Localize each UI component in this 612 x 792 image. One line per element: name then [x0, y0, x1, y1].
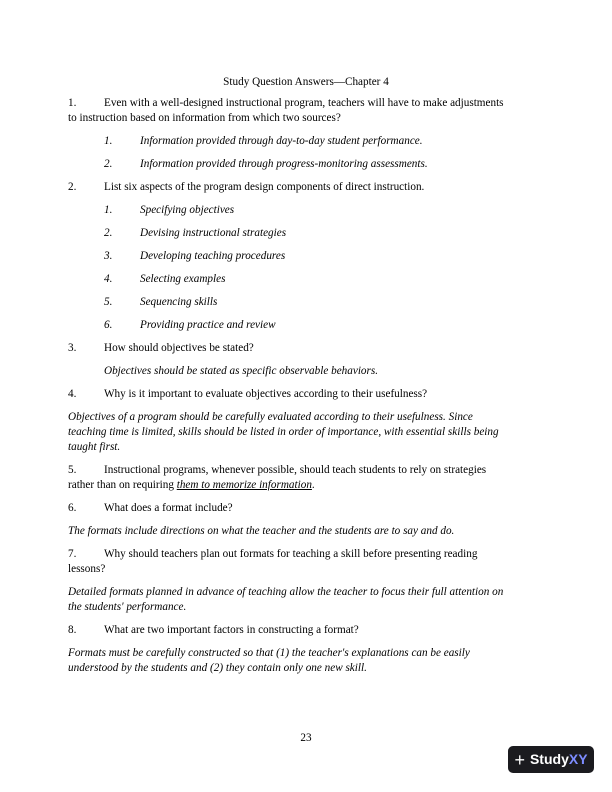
question-number: 6.	[68, 502, 77, 514]
list-item-number: 4.	[104, 273, 113, 285]
list-item-number: 5.	[104, 296, 113, 308]
list-item	[104, 249, 285, 264]
question-number: 8.	[68, 624, 77, 636]
answer-text: the students' performance.	[68, 601, 187, 613]
list-item	[104, 203, 234, 218]
list-item-number: 1.	[104, 204, 113, 216]
list-item-text: Providing practice and review	[140, 319, 276, 331]
question-number: 3.	[68, 342, 77, 354]
list-item-text: Sequencing skills	[140, 296, 218, 308]
question-number: 1.	[68, 97, 77, 109]
question-text: Why should teachers plan out formats for teaching a skill before presenting reading	[104, 548, 478, 560]
list-item	[104, 272, 225, 287]
list-item-text: Specifying objectives	[140, 204, 235, 216]
question-7-continued: lessons?	[68, 563, 106, 575]
list-item-number: 6.	[104, 319, 113, 331]
question-number: 7.	[68, 548, 77, 560]
question-text: Instructional programs, whenever possible, should teach students to rely on strategies	[104, 464, 487, 476]
answer-text: teaching time is limited, skills should be listed in order of importance, with essential skills being	[68, 426, 499, 438]
question-text: What does a format include?	[104, 502, 233, 514]
list-item-text: Information provided through progress-monitoring assessments.	[140, 158, 428, 170]
question-1-continued: to instruction based on information from which two sources?	[68, 112, 341, 124]
question-4	[68, 387, 546, 402]
question-text: rather than on requiring	[68, 479, 174, 491]
question-3	[68, 341, 546, 356]
brand-text-accent: XY	[568, 750, 588, 767]
question-8	[68, 623, 546, 638]
page-number: 23	[300, 732, 312, 744]
list-item-text: Developing teaching procedures	[140, 250, 286, 262]
question-6	[68, 501, 546, 516]
list-item-text: Devising instructional strategies	[140, 227, 287, 239]
question-2	[68, 180, 546, 195]
answer-text: taught first.	[68, 441, 121, 453]
question-text: What are two important factors in constructing a format?	[104, 624, 359, 636]
list-item	[104, 226, 286, 241]
list-item-text: Selecting examples	[140, 273, 226, 285]
question-number: 2.	[68, 181, 77, 193]
answer-text: Objectives should be stated as specific observable behaviors.	[104, 365, 379, 377]
studyxy-badge[interactable]	[508, 746, 594, 773]
plus-icon: +	[514, 749, 525, 770]
page-title: Study Question Answers—Chapter 4	[223, 76, 389, 88]
question-1	[68, 96, 546, 111]
question-5-continued	[68, 478, 546, 493]
brand-text: Study	[529, 750, 569, 767]
question-number: 5.	[68, 464, 77, 476]
question-text: Why is it important to evaluate objectives according to their usefulness?	[104, 388, 428, 400]
list-item-number: 2.	[104, 227, 113, 239]
answer-text: them to memorize information	[176, 479, 312, 491]
list-item-text: Information provided through day-to-day student performance.	[140, 135, 423, 147]
answer-text: The formats include directions on what the teacher and the students are to say and do.	[68, 525, 455, 537]
question-5	[68, 463, 546, 478]
question-7	[68, 547, 546, 562]
question-text: Even with a well-designed instructional program, teachers will have to make adjustments	[104, 97, 504, 109]
question-number: 4.	[68, 388, 77, 400]
list-item-number: 1.	[104, 135, 113, 147]
question-text: List six aspects of the program design components of direct instruction.	[104, 181, 425, 193]
list-item	[104, 318, 276, 333]
answer-text: understood by the students and (2) they contain only one new skill.	[68, 662, 367, 674]
punctuation: .	[311, 479, 315, 491]
answer-text: Formats must be carefully constructed so that (1) the teacher's explanations can be easily	[68, 647, 470, 659]
answer-text: Objectives of a program should be carefully evaluated according to their usefulness. Since	[68, 411, 473, 423]
list-item	[104, 134, 423, 149]
list-item	[104, 295, 217, 310]
list-item-number: 3.	[104, 250, 113, 262]
list-item	[104, 157, 428, 172]
answer-text: Detailed formats planned in advance of teaching allow the teacher to focus their full attention on	[68, 586, 504, 598]
brand-logo	[530, 752, 588, 767]
list-item-number: 2.	[104, 158, 113, 170]
question-text: How should objectives be stated?	[104, 342, 254, 354]
